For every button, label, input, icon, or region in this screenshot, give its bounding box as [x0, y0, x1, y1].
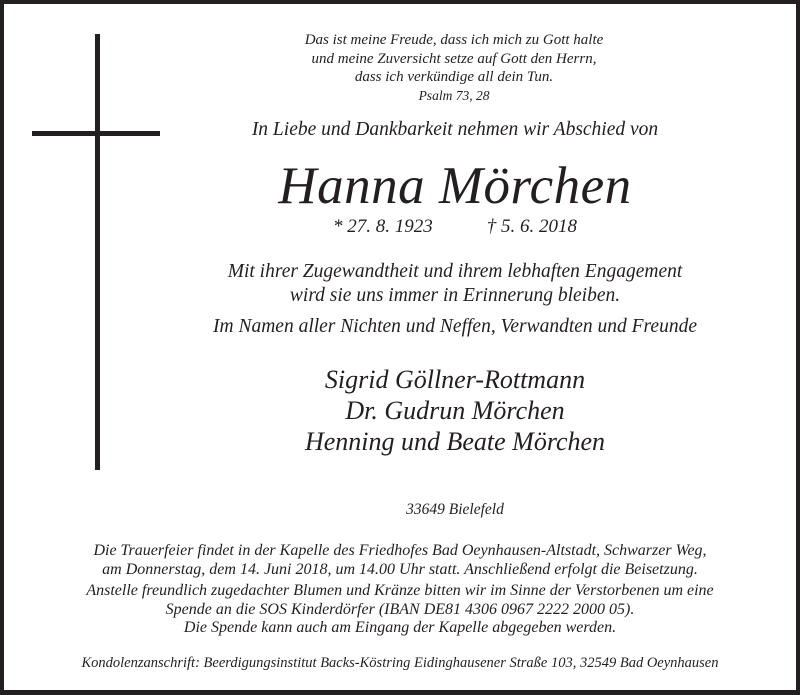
mourner-name: Sigrid Göllner-Rottmann [324, 365, 586, 394]
tribute-line: Mit ihrer Zugewandtheit und ihrem lebhaften Engagement [227, 261, 683, 282]
psalm-reference: Psalm 73, 28 [418, 87, 490, 103]
city-line: 33649 Bielefeld [406, 501, 504, 518]
mourners-list [4, 364, 800, 457]
life-dates [4, 215, 800, 239]
tribute-line: wird sie uns immer in Erinnerung bleiben. [289, 285, 621, 306]
funeral-info [4, 542, 796, 579]
psalm-line: dass ich verkündige all dein Tun. [354, 69, 554, 85]
donation-line: Anstelle freundlich zugedachter Blumen und Kränze bitten wir im Sinne der Verstorbenen um eine [86, 582, 714, 599]
funeral-line: Die Trauerfeier findet in der Kapelle des Friedhofes Bad Oeynhausen-Altstadt, Schwarzer Weg, [93, 542, 707, 559]
obituary-notice [4, 4, 796, 690]
mourner-name: Henning und Beate Mörchen [304, 427, 606, 456]
farewell-intro: In Liebe und Dankbarkeit nehmen wir Abschied von [251, 119, 659, 140]
donation-info [4, 582, 796, 638]
psalm-line: und meine Zuversicht setze auf Gott den Herrn, [311, 50, 597, 67]
psalm-line: Das ist meine Freude, dass ich mich zu Gott halte [304, 32, 604, 48]
death-date: † 5. 6. 2018 [486, 216, 577, 237]
funeral-line: am Donnerstag, dem 14. Juni 2018, um 14.00 Uhr statt. Anschließend erfolgt die Beisetzung. [102, 560, 698, 578]
birth-date: * 27. 8. 1923 [333, 216, 433, 237]
condolence-address: Kondolenzanschrift: Beerdigungsinstitut Backs-Köstring Eidinghausener Straße 103, 32549 Bad Oeynhausen [81, 655, 719, 671]
deceased-name: Hanna Mörchen [278, 157, 632, 215]
donation-line: Spende an die SOS Kinderdörfer (IBAN DE81 4306 0967 2222 2000 05). [165, 600, 635, 618]
mourner-name: Dr. Gudrun Mörchen [345, 396, 565, 425]
on-behalf-line: Im Namen aller Nichten und Neffen, Verwandten und Freunde [213, 316, 697, 337]
donation-line: Die Spende kann auch am Eingang der Kapelle abgegeben werden. [183, 619, 617, 636]
psalm-quote [4, 31, 800, 104]
tribute-text [4, 260, 800, 308]
